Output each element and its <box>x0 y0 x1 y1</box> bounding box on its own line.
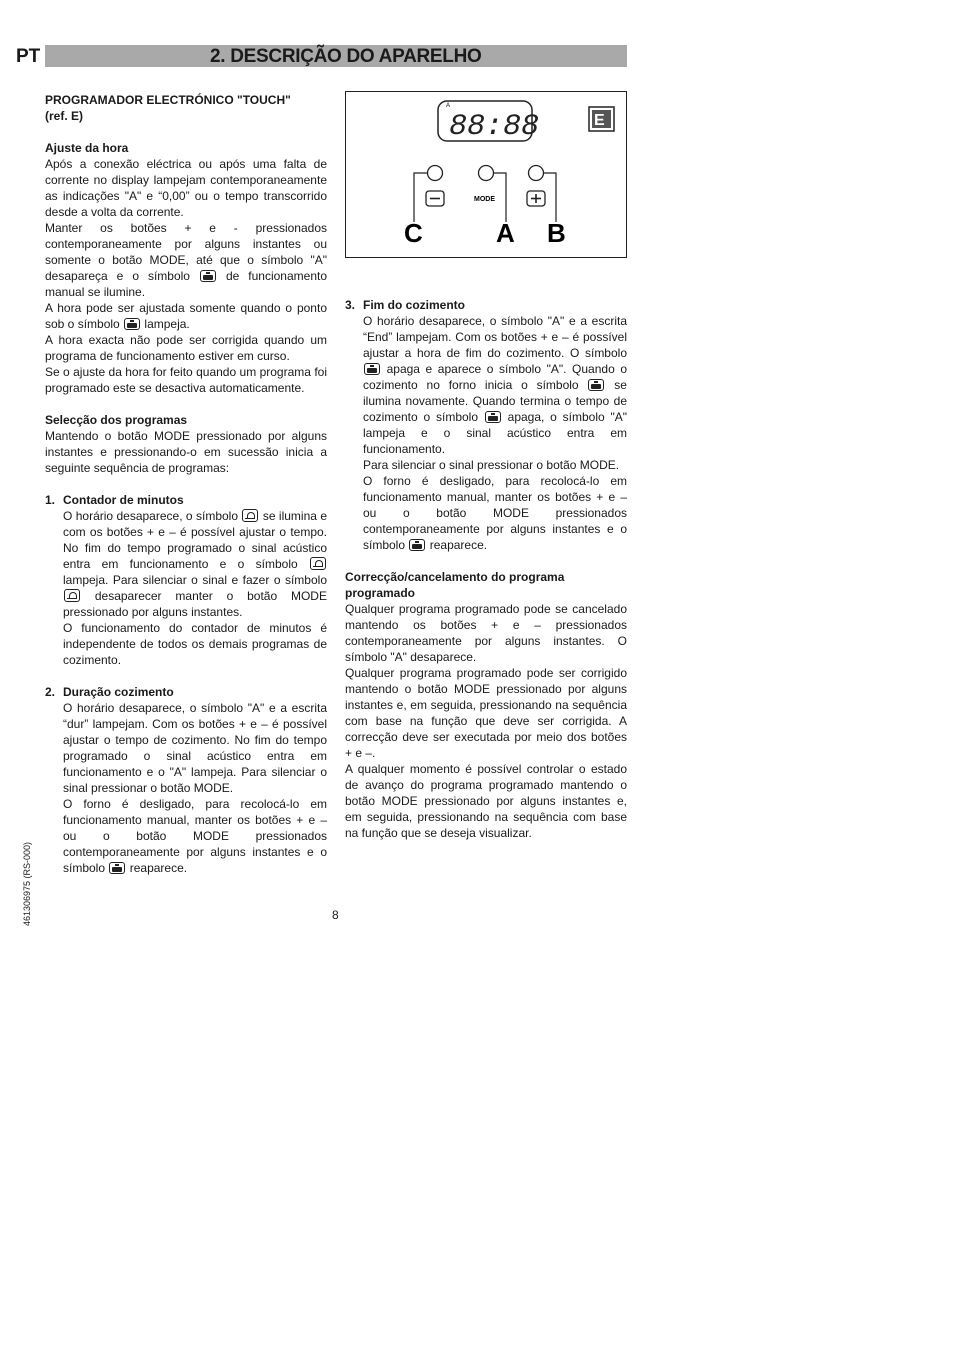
control-panel-diagram <box>345 91 627 258</box>
left-column <box>45 92 327 876</box>
clock-paragraph-2: Manter os botões + e - pressionados contemporaneamente por alguns instantes ou somente o botão MODE, até que o símbolo "A" desapareça e o símbolo de funcionamento manual se ilumine. <box>45 221 328 299</box>
item-number: 3. <box>345 298 356 312</box>
cooking-pot-icon <box>124 318 140 330</box>
list-item-cooking-duration <box>45 684 327 876</box>
control-panel-svg <box>346 92 625 256</box>
cooking-pot-icon <box>409 539 425 551</box>
display-a-indicator: A <box>446 103 451 109</box>
bell-icon <box>242 509 258 522</box>
cooking-pot-icon <box>364 363 380 375</box>
correction-paragraph-3: A qualquer momento é possível controlar o estado de avanço do programa programado mantendo o botão MODE pressionado por alguns instantes e, em seguida, pressionando na sequência com base na função que se deseja visualizar. <box>345 762 627 840</box>
minus-touch-sensor[interactable] <box>428 166 443 181</box>
label-a: A <box>496 218 515 248</box>
item-paragraph: O horário desaparece, o símbolo "A" e a escrita “dur” lampejam. Com os botões + e – é possível ajustar o tempo de cozimento. No fim do tempo programado o sinal acústico entra em funcionamento e o "A" lampeja. Para silenciar o sinal pressionar o botão MODE. <box>63 701 327 795</box>
label-c: C <box>404 218 423 248</box>
item-title: Fim do cozimento <box>363 298 465 312</box>
item-paragraph: O funcionamento do contador de minutos é independente de todos os demais programas de cozimento. <box>63 621 327 667</box>
display-digits: 88:88 <box>449 110 540 144</box>
selection-paragraph: Mantendo o botão MODE pressionado por alguns instantes e pressionando-o em sucessão inicia a seguinte sequência de programas: <box>45 429 327 475</box>
item-number: 1. <box>45 493 56 507</box>
clock-paragraph-5: Se o ajuste da hora for feito quando um programa foi programado este se desactiva automaticamente. <box>45 365 327 395</box>
page-number: 8 <box>332 908 339 922</box>
correction-heading: Correcção/cancelamento do programa programado <box>345 570 565 600</box>
language-code: PT <box>16 46 41 67</box>
cooking-pot-icon <box>485 411 501 423</box>
correction-paragraph-1: Qualquer programa programado pode se cancelado mantendo os botões + e – pressionados contemporaneamente por alguns instantes. O símbolo "A" desaparece. <box>345 602 627 664</box>
mode-touch-sensor[interactable] <box>479 166 494 181</box>
item-number: 2. <box>45 685 56 699</box>
item-paragraph: O horário desaparece, o símbolo "A" e a escrita “End” lampejam. Com os botões + e – é possível ajustar a hora de fim do cozimento. O símbolo apaga e aparece o símbolo "A". Quando o cozimento no forno inicia o símbolo se ilumina novamente. Quando termina o tempo de cozimento o símbolo apaga, o símbolo "A" lampeja e o sinal acústico entra em funcionamento. <box>363 314 628 456</box>
label-b: B <box>547 218 566 248</box>
clock-paragraph-4: A hora exacta não pode ser corrigida quando um programa de funcionamento estiver em curso. <box>45 333 327 363</box>
item-paragraph: Para silenciar o sinal pressionar o botão MODE. <box>363 458 620 472</box>
page-title: 2. DESCRIÇÃO DO APARELHO <box>210 46 482 67</box>
cooking-pot-icon <box>588 379 604 391</box>
cooking-pot-icon <box>200 270 216 282</box>
clock-paragraph-3: A hora pode ser ajustada somente quando o ponto sob o símbolo lampeja. <box>45 301 327 331</box>
clock-paragraph-1: Após a conexão eléctrica ou após uma falta de corrente no display lampejam contemporaneamente as indicações "A" e “0,00” ou o tempo transcorrido desde a volta da corrente. <box>45 157 327 219</box>
panel-badge: E <box>594 112 605 129</box>
document-code: 461306975 (RS-000) <box>22 841 32 926</box>
bell-icon <box>64 589 80 602</box>
bell-icon <box>310 557 326 570</box>
programmer-ref: (ref. E) <box>45 109 84 123</box>
item-paragraph: O forno é desligado, para recolocá-lo em funcionamento manual, manter os botões + e – ou o botão MODE pressionados contemporaneamente por alguns instantes e o símbolo reaparece. <box>363 474 627 552</box>
clock-heading: Ajuste da hora <box>45 141 129 155</box>
list-item-cooking-end <box>345 297 627 553</box>
item-paragraph: O horário desaparece, o símbolo se ilumina e com os botões + e – é possível ajustar o tempo. No fim do tempo programado o sinal acústico entra em funcionamento e o símbolo lampeja. Para silenciar o sinal e fazer o símbolo desaparecer manter o botão MODE pressionado por alguns instantes. <box>63 509 328 619</box>
item-paragraph: O forno é desligado, para recolocá-lo em funcionamento manual, manter os botões + e – ou o botão MODE pressionados contemporaneamente por alguns instantes e o símbolo reaparece. <box>63 797 327 875</box>
programmer-heading: PROGRAMADOR ELECTRÓNICO "TOUCH" <box>45 93 291 107</box>
selection-heading: Selecção dos programas <box>45 413 188 427</box>
mode-label: MODE <box>474 196 495 203</box>
right-column <box>345 297 627 841</box>
correction-paragraph-2: Qualquer programa programado pode ser corrigido mantendo o botão MODE pressionado por alguns instantes e, em seguida, pressionando na sequência com base na função que deve ser corrigida. A correcção deve ser executada por meio dos botões + e –. <box>345 666 627 760</box>
plus-touch-sensor[interactable] <box>529 166 544 181</box>
item-title: Duração cozimento <box>63 685 174 699</box>
list-item-minute-minder <box>45 492 327 668</box>
item-title: Contador de minutos <box>63 493 184 507</box>
cooking-pot-icon <box>109 862 125 874</box>
